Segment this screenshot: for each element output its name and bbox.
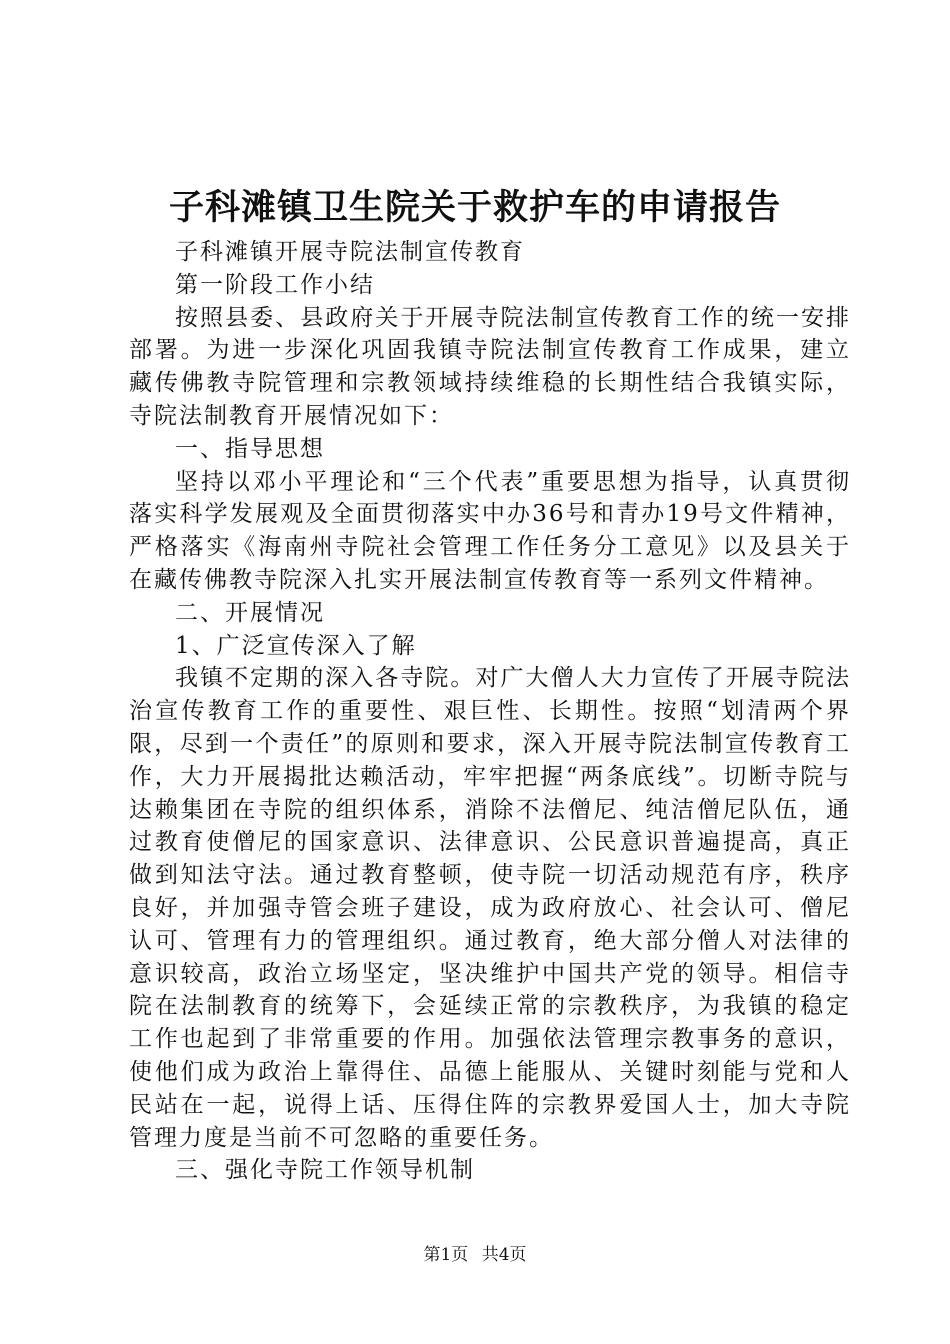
paragraph-intro: 按照县委、县政府关于开展寺院法制宣传教育工作的统一安排部署。为进一步深化巩固我镇寺院法制宣传教育工作成果，建立藏传佛教寺院管理和宗教领域持续维稳的长期性结合我镇实际，寺院法制教育开展情况如下： [129, 304, 851, 429]
page-total: 共4页 [481, 1245, 527, 1265]
page-number: 第1页 [423, 1245, 469, 1265]
subsection-heading-1: 1、广泛宣传深入了解 [175, 632, 417, 659]
paragraph-publicity: 我镇不定期的深入各寺院。对广大僧人大力宣传了开展寺院法治宣传教育工作的重要性、艰巨性、长期性。按照“划清两个界限，尽到一个责任”的原则和要求，深入开展寺院法制宣传教育工作，大力开展揭批达赖活动，牢牢把握“两条底线”。切断寺院与达赖集团在寺院的组织体系，消除不法僧尼、纯洁僧尼队伍，通过教育使僧尼的国家意识、法律意识、公民意识普遍提高，真正做到知法守法。通过教育整顿，使寺院一切活动规范有序，秩序良好，并加强寺管会班子建设，成为政府放心、社会认可、僧尼认可、管理有力的管理组织。通过教育，绝大部分僧人对法律的意识较高，政治立场坚定，坚决维护中国共产党的领导。相信寺院在法制教育的统筹下，会延续正常的宗教秩序，为我镇的稳定工作也起到了非常重要的作用。加强依法管理宗教事务的意识，使他们成为政治上靠得住、品德上能服从、关键时刻能与党和人民站在一起，说得上话、压得住阵的宗教界爱国人士，加大寺院管理力度是当前不可忽略的重要任务。 [129, 665, 851, 1151]
page-footer [0, 1243, 950, 1267]
subtitle-line-2: 第一阶段工作小结 [175, 271, 375, 298]
section-heading-3: 三、强化寺院工作领导机制 [175, 1157, 475, 1184]
document-title: 子科滩镇卫生院关于救护车的申请报告 [168, 187, 781, 228]
section-heading-2: 二、开展情况 [175, 599, 325, 626]
paragraph-guiding-thought: 坚持以邓小平理论和“三个代表”重要思想为指导，认真贯彻落实科学发展观及全面贯彻落实中办36号和青办19号文件精神，严格落实《海南州寺院社会管理工作任务分工意见》以及县关于在藏传佛教寺院深入扎实开展法制宣传教育等一系列文件精神。 [129, 468, 851, 593]
section-heading-1: 一、指导思想 [175, 435, 325, 462]
subtitle-line-1: 子科滩镇开展寺院法制宣传教育 [175, 239, 525, 265]
document-body [129, 236, 851, 1187]
